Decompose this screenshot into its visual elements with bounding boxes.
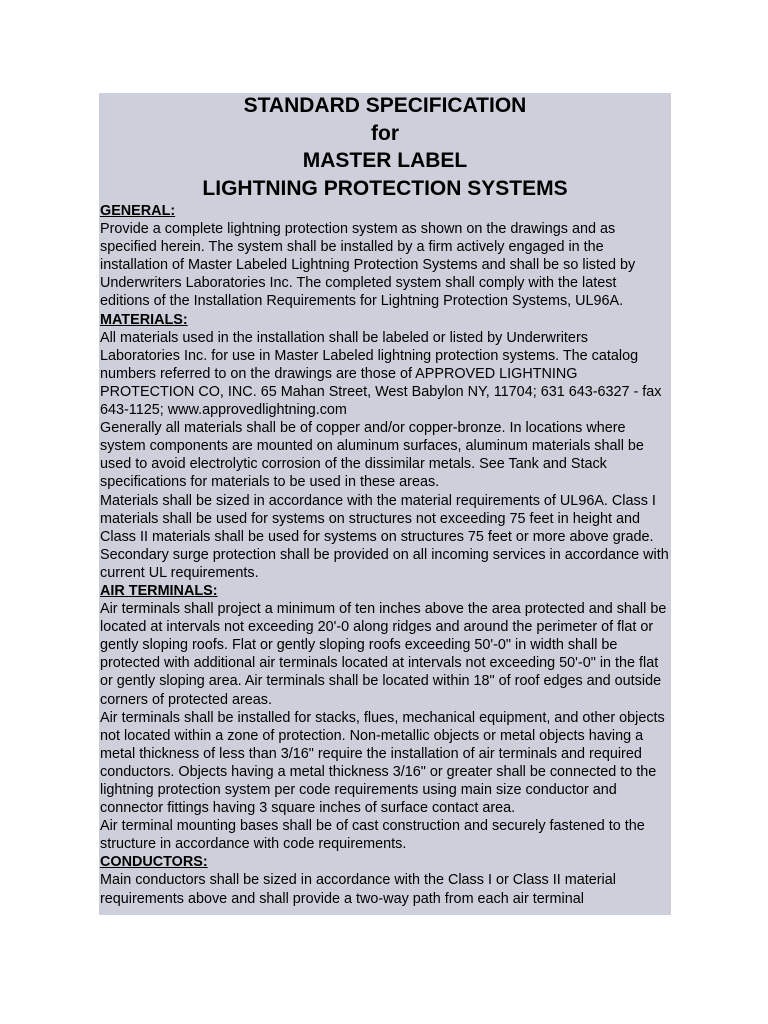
- section-heading-conductors: CONDUCTORS:: [100, 854, 208, 871]
- title-line-2: for: [371, 121, 399, 145]
- section-heading-general: GENERAL:: [100, 203, 176, 219]
- section-heading-air-terminals: AIR TERMINALS:: [100, 582, 218, 599]
- document-title: [99, 93, 671, 202]
- air-terminals-paragraph-3: Air terminal mounting bases shall be of cast construction and securely fastened to the structure in accordance with code requirements.: [100, 818, 645, 853]
- general-paragraph-1: Provide a complete lightning protection system as shown on the drawings and as specified herein. The system shall be installed by a firm actively engaged in the installation of Master Labeled Lightning Protection Systems and shall be so listed by Underwriters Laboratories Inc. The completed system shall comply with the latest editions of the Installation Requirements for Lightning Protection Systems, UL96A.: [100, 221, 636, 310]
- air-terminals-paragraph-1: Air terminals shall project a minimum of ten inches above the area protected and shall be located at intervals not exceeding 20'-0 along ridges and around the perimeter of flat or gently sloping roofs. Flat or gently sloping roofs exceeding 50'-0" in width shall be protected with additional air terminals located at intervals not exceeding 50'-0" in the flat or gently sloping area. Air terminals shall be located within 18" of roof edges and outside corners of protected areas.: [100, 601, 667, 708]
- air-terminals-paragraph-2: Air terminals shall be installed for stacks, flues, mechanical equipment, and other objects not located within a zone of protection. Non-metallic objects or metal objects having a metal thickness of less than 3/16" require the installation of air terminals and required conductors. Objects having a metal thickness 3/16" or greater shall be connected to the lightning protection system per code requirements using main size conductor and connector fittings having 3 square inches of surface contact area.: [100, 709, 665, 817]
- section-heading-materials: MATERIALS:: [100, 311, 188, 328]
- title-line-1: STANDARD SPECIFICATION: [243, 94, 527, 117]
- document-page: [99, 93, 671, 915]
- materials-paragraph-4: Secondary surge protection shall be provided on all incoming services in accordance with current UL requirements.: [100, 546, 669, 581]
- conductors-paragraph-1: Main conductors shall be sized in accordance with the Class I or Class II material requirements above and shall provide a two-way path from each air terminal: [100, 872, 616, 907]
- materials-paragraph-3: Materials shall be sized in accordance with the material requirements of UL96A. Class I materials shall be used for systems on structures not exceeding 75 feet in height and Class II materials shall be used for systems on structures 75 feet or more above grade.: [100, 492, 656, 545]
- title-line-3: MASTER LABEL: [302, 149, 468, 172]
- title-line-4: LIGHTNING PROTECTION SYSTEMS: [202, 176, 568, 200]
- materials-paragraph-1: All materials used in the installation shall be labeled or listed by Underwriters Laboratories Inc. for use in Master Labeled lightning protection systems. The catalog numbers referred to on the drawings are those of APPROVED LIGHTNING PROTECTION CO, INC. 65 Mahan Street, West Babylon NY, 11704; 631 643-6327 - fax 643-1125; www.approvedlightning.com: [100, 329, 662, 419]
- materials-paragraph-2: Generally all materials shall be of copper and/or copper-bronze. In locations where system components are mounted on aluminum surfaces, aluminum materials shall be used to avoid electrolytic corrosion of the dissimilar metals. See Tank and Stack specifications for materials to be used in these areas.: [100, 420, 644, 491]
- document-body: [99, 202, 671, 908]
